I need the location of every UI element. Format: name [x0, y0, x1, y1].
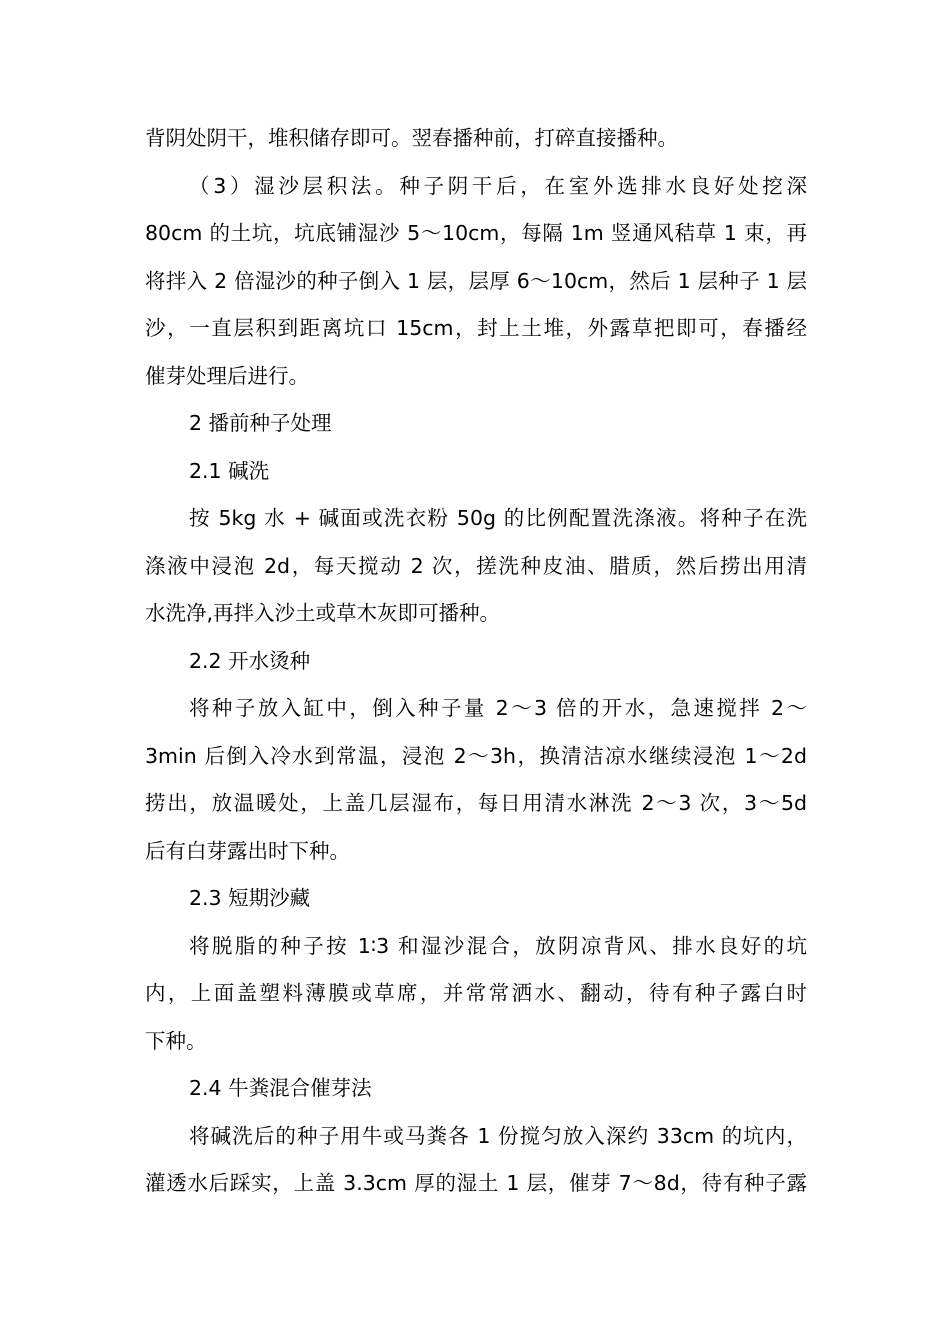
text-line: 按 5kg 水 + 碱面或洗衣粉 50g 的比例配置洗涤液。将种子在洗 [189, 506, 807, 530]
text-line: 3min 后倒入冷水到常温，浸泡 2～3h，换清洁凉水继续浸泡 1～2d [145, 743, 807, 768]
text-line: 捞出，放温暖处，上盖几层湿布，每日用清水淋洗 2～3 次，3～5d [145, 791, 807, 815]
text-line: 将碱洗后的种子用牛或马粪各 1 份搅匀放入深约 33cm 的坑内， [189, 1123, 807, 1148]
text-line: 下种。 [145, 1028, 207, 1053]
text-line: 催芽处理后进行。 [145, 363, 309, 388]
text-line: 涤液中浸泡 2d，每天搅动 2 次，搓洗种皮油、腊质，然后捞出用清 [145, 553, 807, 578]
text-line: 2 播前种子处理 [189, 411, 332, 435]
text-line: 80cm 的土坑，坑底铺湿沙 5～10cm，每隔 1m 竖通风秸草 1 束，再 [145, 221, 807, 245]
document-body [145, 115, 807, 1208]
text-line: 2.1 碱洗 [189, 458, 270, 483]
text-line: 2.4 牛粪混合催芽法 [189, 1076, 372, 1100]
text-line: 将拌入 2 倍湿沙的种子倒入 1 层，层厚 6～10cm，然后 1 层种子 1 层 [145, 268, 807, 293]
text-line: 2.3 短期沙藏 [189, 886, 311, 910]
text-line: （3）湿沙层积法。种子阴干后，在室外选排水良好处挖深 [189, 173, 807, 198]
text-line: 将脱脂的种子按 1∶3 和湿沙混合，放阴凉背风、排水良好的坑 [189, 933, 807, 958]
text-line: 后有白芽露出时下种。 [145, 838, 350, 863]
text-line: 水洗净,再拌入沙土或草木灰即可播种。 [145, 601, 501, 625]
text-line: 2.2 开水烫种 [189, 648, 311, 673]
text-line: 背阴处阴干，堆积储存即可。翌春播种前，打碎直接播种。 [145, 126, 678, 150]
text-line: 内，上面盖塑料薄膜或草席，并常常洒水、翻动，待有种子露白时 [145, 981, 807, 1005]
text-line: 灌透水后踩实，上盖 3.3cm 厚的湿土 1 层，催芽 7～8d，待有种子露 [145, 1171, 807, 1195]
text-line: 沙，一直层积到距离坑口 15cm，封上土堆，外露草把即可，春播经 [145, 316, 807, 340]
text-line: 将种子放入缸中，倒入种子量 2～3 倍的开水，急速搅拌 2～ [189, 696, 807, 720]
